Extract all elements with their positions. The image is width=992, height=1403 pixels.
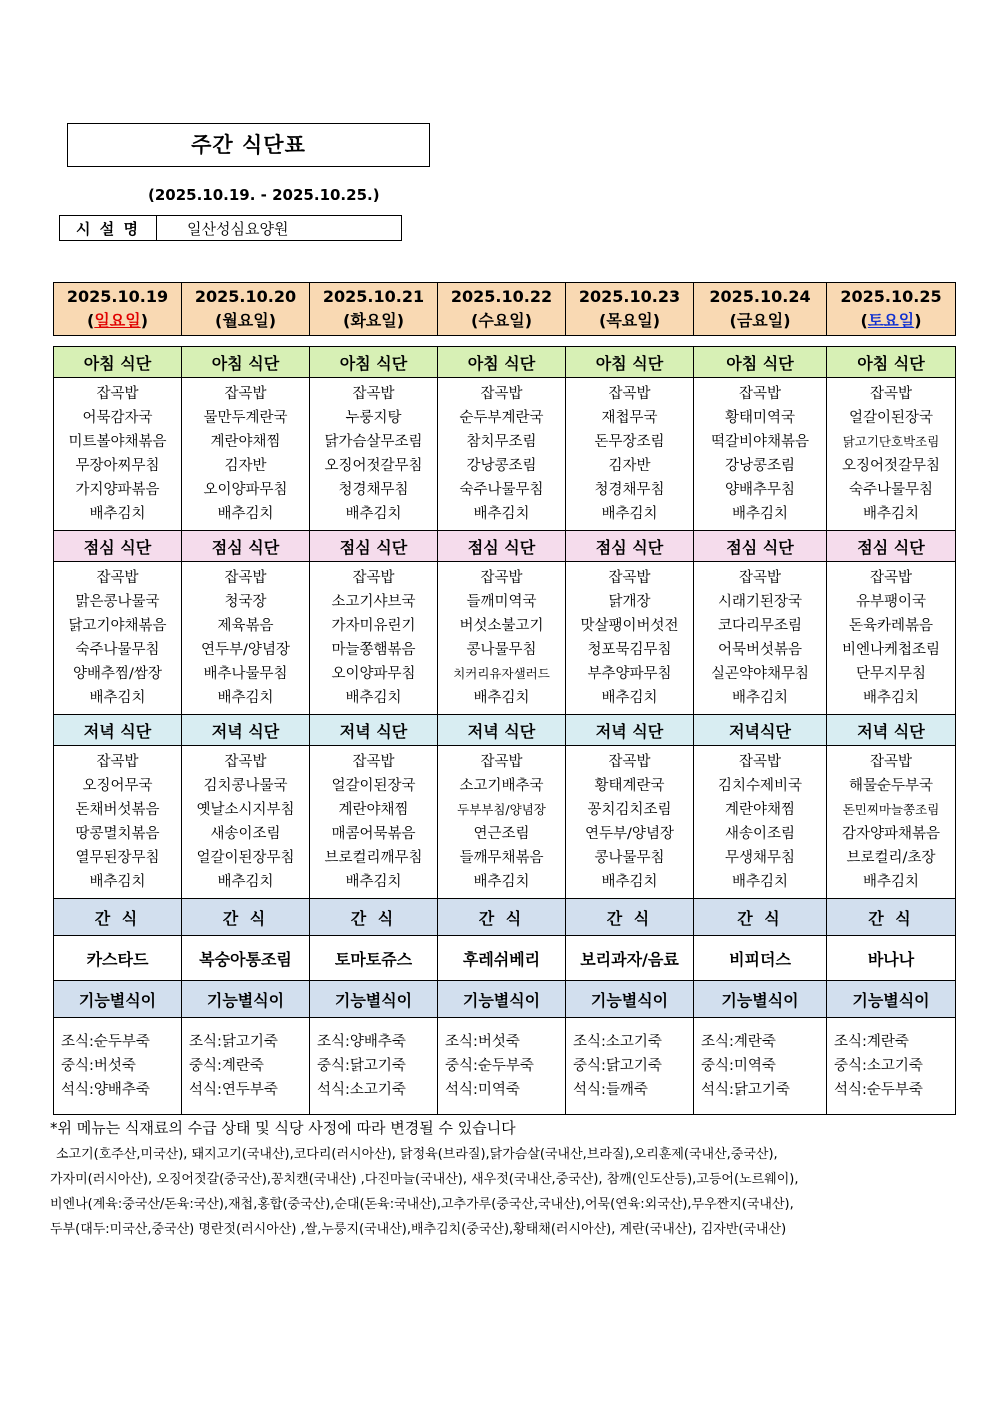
menu-item: 배추김치 — [601, 506, 658, 522]
day-date: 2025.10.20 — [194, 287, 297, 306]
dinner-menu-cell — [566, 746, 694, 899]
menu-item: 맑은콩나물국 — [75, 594, 160, 610]
menu-item: 얼갈이된장국 — [848, 410, 934, 426]
functional-header: 기능별식이 — [310, 981, 438, 1018]
snack-row — [54, 936, 956, 981]
functional-header: 기능별식이 — [54, 981, 182, 1018]
menu-item: 콩나물무침 — [594, 850, 665, 866]
menu-item: 참치무조림 — [466, 434, 537, 450]
menu-item: 매콤어묵볶음 — [331, 826, 416, 842]
menu-item: 양배추찜/쌈장 — [73, 666, 162, 682]
dinner-header: 저녁 식단 — [827, 715, 956, 746]
breakfast-header: 아침 식단 — [182, 347, 310, 378]
breakfast-menu-cell — [310, 378, 438, 531]
menu-item: 들깨미역국 — [466, 594, 537, 610]
functional-header: 기능별식이 — [827, 981, 956, 1018]
menu-item: 잡곡밥 — [96, 570, 139, 586]
menu-item: 잡곡밥 — [224, 570, 267, 586]
day-date: 2025.10.23 — [578, 287, 681, 306]
lunch-header: 점심 식단 — [182, 531, 310, 562]
menu-item: 잡곡밥 — [608, 754, 651, 770]
snack-item: 후레쉬베리 — [438, 936, 566, 981]
day-weekday-wrap: (화요일) — [343, 311, 404, 330]
breakfast-menu-cell — [694, 378, 827, 531]
menu-item: 청경채무침 — [594, 482, 665, 498]
snack-header: 간 식 — [310, 899, 438, 936]
menu-item: 두부부침/양념장 — [457, 802, 546, 817]
lunch-menu-cell — [54, 562, 182, 715]
menu-item: 강낭콩조림 — [466, 458, 537, 474]
lunch-menu-cell — [566, 562, 694, 715]
dinner-menu-cell — [827, 746, 956, 899]
menu-item: 잡곡밥 — [96, 754, 139, 770]
menu-item: 잡곡밥 — [608, 386, 651, 402]
menu-item: 배추김치 — [862, 506, 920, 522]
menu-item: 연두부/양념장 — [201, 642, 290, 658]
menu-item: 브로컬리깨무침 — [324, 850, 423, 866]
menu-item: 김치수제비국 — [717, 778, 803, 794]
menu-item: 치커리유자샐러드 — [453, 666, 550, 681]
snack-header: 간 식 — [54, 899, 182, 936]
menu-item: 배추나물무침 — [203, 666, 288, 682]
functional-item: 석식:들깨죽 — [573, 1082, 648, 1098]
day-weekday-wrap: (수요일) — [471, 311, 532, 330]
breakfast-menu-cell — [54, 378, 182, 531]
day-weekday: 금요일 — [736, 311, 784, 330]
breakfast-header: 아침 식단 — [827, 347, 956, 378]
day-date: 2025.10.24 — [709, 287, 811, 306]
menu-item: 미트볼야채볶음 — [68, 434, 167, 450]
functional-header: 기능별식이 — [182, 981, 310, 1018]
menu-item: 해물순두부국 — [848, 778, 934, 794]
menu-item: 숙주나물무침 — [459, 482, 544, 498]
day-weekday-wrap: (월요일) — [215, 311, 276, 330]
dinner-menu-cell — [54, 746, 182, 899]
menu-item: 양배추무침 — [724, 482, 796, 498]
menu-item: 코다리무조림 — [717, 618, 803, 634]
menu-item: 숙주나물무침 — [75, 642, 160, 658]
lunch-menu-cell — [827, 562, 956, 715]
snack-header: 간 식 — [827, 899, 956, 936]
menu-item: 무장아찌무침 — [75, 458, 160, 474]
menu-item: 잡곡밥 — [738, 386, 782, 402]
menu-item: 계란야채찜 — [210, 434, 281, 450]
menu-item: 잡곡밥 — [480, 570, 523, 586]
menu-item: 물만두계란국 — [203, 410, 288, 426]
breakfast-menu-cell — [182, 378, 310, 531]
menu-item: 버섯소불고기 — [459, 618, 544, 634]
page-title: 주간 식단표 — [67, 123, 430, 167]
day-date: 2025.10.25 — [840, 287, 942, 306]
menu-item: 유부팽이국 — [855, 594, 927, 610]
day-date: 2025.10.19 — [66, 287, 169, 306]
snack-item: 비피더스 — [694, 936, 827, 981]
menu-item: 비엔나케첩조림 — [841, 642, 941, 658]
menu-item: 배추김치 — [345, 874, 402, 890]
menu-item: 어묵버섯볶음 — [717, 642, 803, 658]
functional-item: 중식:버섯죽 — [61, 1058, 136, 1074]
menu-item: 돈육카레볶음 — [848, 618, 934, 634]
day-header — [182, 283, 310, 336]
menu-item: 잡곡밥 — [738, 570, 782, 586]
menu-item: 배추김치 — [862, 690, 920, 706]
menu-item: 맛살팽이버섯전 — [580, 618, 679, 634]
functional-row — [54, 1018, 956, 1115]
menu-item: 실곤약야채무침 — [710, 666, 810, 682]
menu-item: 제육볶음 — [217, 618, 274, 634]
menu-item: 김치콩나물국 — [203, 778, 288, 794]
menu-item: 배추김치 — [89, 506, 146, 522]
lunch-menu-cell — [310, 562, 438, 715]
menu-item: 배추김치 — [217, 690, 274, 706]
breakfast-menu-cell — [566, 378, 694, 531]
menu-item: 잡곡밥 — [608, 570, 651, 586]
breakfast-menu-cell — [827, 378, 956, 531]
functional-item: 석식:순두부죽 — [834, 1082, 923, 1098]
dinner-menu-cell — [310, 746, 438, 899]
menu-item: 황태미역국 — [724, 410, 796, 426]
functional-cell — [438, 1018, 566, 1115]
day-header — [54, 283, 182, 336]
breakfast-header: 아침 식단 — [310, 347, 438, 378]
menu-item: 배추김치 — [601, 874, 658, 890]
day-weekday: 화요일 — [350, 311, 397, 330]
menu-item: 소고기배추국 — [459, 778, 544, 794]
menu-item: 연두부/양념장 — [585, 826, 674, 842]
day-weekday-wrap: (금요일) — [729, 311, 791, 330]
snack-header: 간 식 — [694, 899, 827, 936]
functional-item: 석식:미역죽 — [445, 1082, 520, 1098]
menu-item: 청국장 — [224, 594, 267, 610]
functional-item: 중식:닭고기죽 — [573, 1058, 662, 1074]
menu-item: 황태계란국 — [594, 778, 665, 794]
dinner-menu-cell — [182, 746, 310, 899]
menu-item: 잡곡밥 — [480, 386, 523, 402]
day-date: 2025.10.22 — [450, 287, 553, 306]
menu-item: 잡곡밥 — [869, 570, 913, 586]
day-weekday: 수요일 — [478, 311, 525, 330]
functional-item: 조식:양배추죽 — [317, 1034, 406, 1050]
lunch-header: 점심 식단 — [566, 531, 694, 562]
menu-item: 콩나물무침 — [466, 642, 537, 658]
weekly-menu-table — [53, 282, 956, 1115]
day-weekday: 목요일 — [606, 311, 653, 330]
date-header-row — [54, 283, 956, 336]
menu-item: 김자반 — [224, 458, 267, 474]
day-header — [310, 283, 438, 336]
menu-item: 배추김치 — [217, 874, 274, 890]
menu-item: 배추김치 — [473, 690, 530, 706]
functional-item: 석식:닭고기죽 — [701, 1082, 790, 1098]
lunch-menu-cell — [694, 562, 827, 715]
menu-item: 새송이조림 — [724, 826, 796, 842]
menu-item: 숙주나물무침 — [848, 482, 934, 498]
functional-item: 조식:계란죽 — [834, 1034, 909, 1050]
functional-item: 중식:미역죽 — [701, 1058, 776, 1074]
menu-item: 강낭콩조림 — [724, 458, 796, 474]
day-weekday-wrap: (토요일) — [860, 311, 922, 330]
spacer — [54, 336, 956, 347]
menu-item: 잡곡밥 — [738, 754, 782, 770]
menu-item: 닭고기단호박조림 — [842, 434, 940, 449]
day-date: 2025.10.21 — [322, 287, 425, 306]
notes-section — [50, 1117, 950, 1242]
dinner-items-row — [54, 746, 956, 899]
menu-period: (2025.10.19. - 2025.10.25.) — [148, 186, 380, 204]
functional-item: 석식:소고기죽 — [317, 1082, 406, 1098]
facility-label: 시 설 명 — [60, 216, 157, 241]
functional-cell — [566, 1018, 694, 1115]
functional-cell — [182, 1018, 310, 1115]
lunch-menu-cell — [438, 562, 566, 715]
menu-item: 옛날소시지부침 — [196, 802, 295, 818]
menu-item: 돈민찌마늘쫑조림 — [842, 802, 940, 817]
snack-item: 복숭아통조림 — [182, 936, 310, 981]
menu-item: 배추김치 — [345, 506, 402, 522]
menu-item: 잡곡밥 — [480, 754, 523, 770]
functional-header-row — [54, 981, 956, 1018]
lunch-header: 점심 식단 — [438, 531, 566, 562]
menu-item: 돈채버섯볶음 — [75, 802, 160, 818]
menu-item: 닭가슴살무조림 — [324, 434, 423, 450]
menu-item: 소고기샤브국 — [331, 594, 416, 610]
dinner-header: 저녁식단 — [694, 715, 827, 746]
menu-item: 배추김치 — [731, 690, 789, 706]
menu-item: 꽁치김치조림 — [587, 802, 672, 818]
facility-name: 일산성심요양원 — [157, 216, 402, 241]
functional-item: 중식:순두부죽 — [445, 1058, 534, 1074]
menu-item: 배추김치 — [731, 506, 789, 522]
day-header — [694, 283, 827, 336]
dinner-header-row — [54, 715, 956, 746]
menu-item: 배추김치 — [601, 690, 658, 706]
menu-item: 배추김치 — [473, 874, 530, 890]
menu-item: 배추김치 — [473, 506, 530, 522]
dinner-menu-cell — [694, 746, 827, 899]
functional-item: 석식:연두부죽 — [189, 1082, 278, 1098]
origin-line: 비엔나(계육:중국산/돈육:국산),재첩,홍합(중국산),순대(돈육:국내산),고추가루(중국산,국내산),어묵(연육:외국산),무우짠지(국내산), — [50, 1197, 794, 1212]
menu-item: 오징어젓갈무침 — [841, 458, 941, 474]
menu-item: 김자반 — [608, 458, 651, 474]
menu-item: 땅콩멸치볶음 — [75, 826, 160, 842]
menu-item: 배추김치 — [89, 874, 146, 890]
menu-item: 얼갈이된장국 — [331, 778, 416, 794]
breakfast-header: 아침 식단 — [566, 347, 694, 378]
day-weekday: 토요일 — [867, 311, 915, 330]
menu-item: 무생채무침 — [724, 850, 796, 866]
snack-item: 보리과자/음료 — [566, 936, 694, 981]
day-weekday-wrap: (일요일) — [87, 311, 148, 330]
lunch-header: 점심 식단 — [694, 531, 827, 562]
notes-title: *위 메뉴는 식재료의 수급 상태 및 식당 사정에 따라 변경될 수 있습니다 — [50, 1119, 516, 1137]
menu-item: 가자미유린기 — [331, 618, 416, 634]
menu-item: 청경채무침 — [338, 482, 409, 498]
menu-item: 잡곡밥 — [869, 386, 913, 402]
menu-item: 얼갈이된장무침 — [196, 850, 295, 866]
origin-line: 두부(대두:미국산,중국산) 명란젓(러시아산) ,쌀,누룽지(국내산),배추김치(중국산),황태채(러시아산), 계란(국내산), 김자반(국내산) — [50, 1222, 787, 1237]
dinner-header: 저녁 식단 — [54, 715, 182, 746]
day-weekday: 일요일 — [94, 311, 141, 330]
snack-header: 간 식 — [566, 899, 694, 936]
functional-cell — [827, 1018, 956, 1115]
menu-item: 오징어무국 — [82, 778, 153, 794]
menu-item: 오징어젓갈무침 — [324, 458, 423, 474]
breakfast-items-row — [54, 378, 956, 531]
menu-item: 감자양파채볶음 — [841, 826, 941, 842]
menu-item: 돈무장조림 — [594, 434, 665, 450]
menu-item: 부추양파무침 — [587, 666, 672, 682]
functional-cell — [694, 1018, 827, 1115]
menu-item: 닭개장 — [608, 594, 651, 610]
menu-item: 닭고기야채볶음 — [68, 618, 167, 634]
breakfast-header: 아침 식단 — [438, 347, 566, 378]
menu-item: 어묵감자국 — [82, 410, 153, 426]
snack-header: 간 식 — [438, 899, 566, 936]
menu-item: 청포묵김무침 — [587, 642, 672, 658]
functional-cell — [310, 1018, 438, 1115]
lunch-header: 점심 식단 — [310, 531, 438, 562]
lunch-items-row — [54, 562, 956, 715]
functional-item: 중식:소고기죽 — [834, 1058, 923, 1074]
snack-item: 카스타드 — [54, 936, 182, 981]
menu-item: 누룽지탕 — [345, 410, 402, 426]
menu-item: 잡곡밥 — [869, 754, 913, 770]
functional-header: 기능별식이 — [566, 981, 694, 1018]
breakfast-header: 아침 식단 — [694, 347, 827, 378]
menu-item: 잡곡밥 — [96, 386, 139, 402]
menu-item: 마늘쫑햄볶음 — [331, 642, 416, 658]
day-weekday: 월요일 — [222, 311, 269, 330]
menu-item: 오이양파무침 — [203, 482, 288, 498]
menu-item: 오이양파무침 — [331, 666, 416, 682]
menu-item: 배추김치 — [862, 874, 920, 890]
menu-item: 떡갈비야채볶음 — [710, 434, 810, 450]
functional-item: 석식:양배추죽 — [61, 1082, 150, 1098]
dinner-header: 저녁 식단 — [566, 715, 694, 746]
spacer-row — [54, 336, 956, 347]
day-weekday-wrap: (목요일) — [599, 311, 660, 330]
functional-item: 조식:소고기죽 — [573, 1034, 662, 1050]
snack-item: 토마토쥬스 — [310, 936, 438, 981]
origin-line: 가자미(러시아산), 오징어젓갈(중국산),꽁치캔(국내산) ,다진마늘(국내산), 새우젓(국내산,중국산), 참깨(인도산등),고등어(노르웨이), — [50, 1172, 799, 1187]
functional-header: 기능별식이 — [438, 981, 566, 1018]
menu-item: 계란야채찜 — [338, 802, 409, 818]
menu-item: 배추김치 — [731, 874, 789, 890]
origin-line: 소고기(호주산,미국산), 돼지고기(국내산),코다리(러시아산), 닭정육(브라질),닭가슴살(국내산,브라질),오리훈제(국내산,중국산), — [56, 1147, 778, 1162]
menu-item: 들깨무채볶음 — [459, 850, 544, 866]
menu-item: 배추김치 — [345, 690, 402, 706]
lunch-header: 점심 식단 — [827, 531, 956, 562]
day-header — [827, 283, 956, 336]
menu-item: 연근조림 — [473, 826, 530, 842]
breakfast-header: 아침 식단 — [54, 347, 182, 378]
menu-item: 잡곡밥 — [352, 570, 395, 586]
snack-header: 간 식 — [182, 899, 310, 936]
functional-item: 조식:닭고기죽 — [189, 1034, 278, 1050]
menu-item: 잡곡밥 — [224, 386, 267, 402]
dinner-header: 저녁 식단 — [310, 715, 438, 746]
breakfast-menu-cell — [438, 378, 566, 531]
menu-item: 잡곡밥 — [352, 754, 395, 770]
menu-item: 가지양파볶음 — [75, 482, 160, 498]
snack-item: 바나나 — [827, 936, 956, 981]
day-header — [566, 283, 694, 336]
functional-item: 조식:계란죽 — [701, 1034, 776, 1050]
menu-item: 순두부계란국 — [459, 410, 544, 426]
menu-item: 새송이조림 — [210, 826, 281, 842]
menu-item: 열무된장무침 — [75, 850, 160, 866]
menu-item: 단무지무침 — [855, 666, 927, 682]
functional-item: 중식:계란죽 — [189, 1058, 264, 1074]
snack-header-row — [54, 899, 956, 936]
day-header — [438, 283, 566, 336]
functional-cell — [54, 1018, 182, 1115]
menu-item: 배추김치 — [89, 690, 146, 706]
menu-item: 잡곡밥 — [224, 754, 267, 770]
breakfast-header-row — [54, 347, 956, 378]
menu-item: 잡곡밥 — [352, 386, 395, 402]
functional-header: 기능별식이 — [694, 981, 827, 1018]
lunch-header-row — [54, 531, 956, 562]
facility-table — [59, 215, 402, 241]
menu-item: 시래기된장국 — [717, 594, 803, 610]
functional-item: 조식:버섯죽 — [445, 1034, 520, 1050]
functional-item: 중식:닭고기죽 — [317, 1058, 406, 1074]
dinner-menu-cell — [438, 746, 566, 899]
dinner-header: 저녁 식단 — [182, 715, 310, 746]
menu-item: 재첩무국 — [601, 410, 658, 426]
lunch-menu-cell — [182, 562, 310, 715]
dinner-header: 저녁 식단 — [438, 715, 566, 746]
menu-item: 계란야채찜 — [724, 802, 796, 818]
menu-item: 브로컬리/초장 — [846, 850, 936, 866]
menu-item: 배추김치 — [217, 506, 274, 522]
lunch-header: 점심 식단 — [54, 531, 182, 562]
functional-item: 조식:순두부죽 — [61, 1034, 150, 1050]
